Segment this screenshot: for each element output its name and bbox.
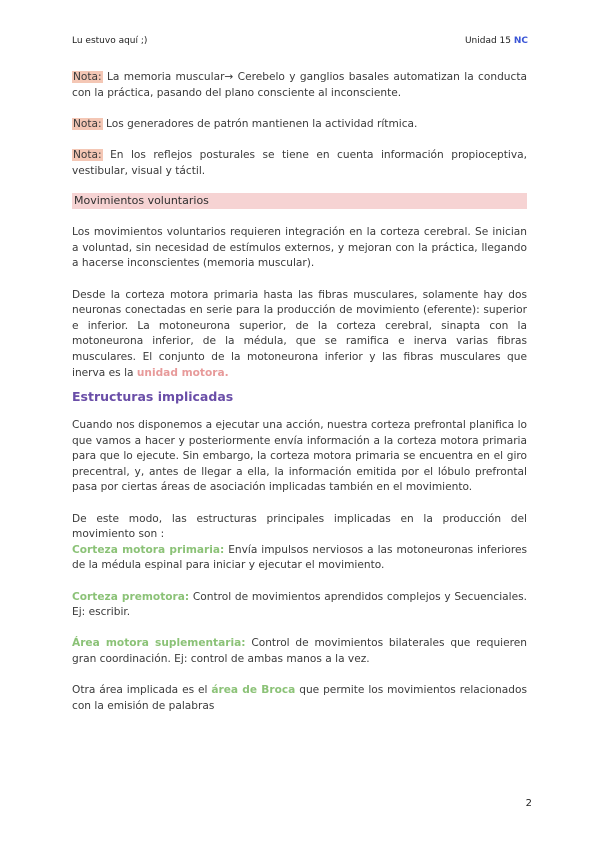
note-text: Los generadores de patrón mantienen la actividad rítmica.	[102, 117, 418, 130]
structure-term: Corteza motora primaria:	[72, 543, 225, 556]
note-label: Nota:	[73, 117, 102, 130]
note-label: Nota:	[73, 148, 102, 161]
header-unit: Unidad 15	[464, 36, 511, 46]
broca-paragraph	[72, 683, 527, 714]
structure-text: Envía impulsos nerviosos a las motoneuronas inferiores de la médula espinal para iniciar y ejecutar el movimiento.	[72, 543, 527, 572]
structure-text: Control de movimientos bilaterales que requieren gran coordinación. Ej: control de ambas manos a la vez.	[72, 637, 527, 665]
structure-item	[72, 543, 527, 574]
voluntary-text: Desde la corteza motora primaria hasta las fibras musculares, solamente hay dos neuronas conectadas en serie para la producción de movimiento (eferente): superior e inferior. La motoneurona superior, de la corteza cerebral, sinapta con la motoneurona inferior, de la médula, que se ramifica e inerva varias fibras musculares. El conjunto de la motoneurona inferior y las fibras musculares que inerva es la	[72, 288, 527, 379]
note-paragraph	[72, 148, 527, 179]
document-body	[72, 70, 527, 714]
note-paragraph	[72, 70, 527, 101]
note-label: Nota:	[73, 71, 102, 83]
structure-term: Corteza premotora:	[72, 590, 190, 603]
note-paragraph	[72, 117, 527, 133]
structure-item	[72, 590, 527, 621]
broca-post: que permite los movimientos relacionados con la emisión de palabras	[72, 684, 527, 712]
broca-pre: Otra área implicada es el	[72, 684, 212, 697]
subsection-heading: Estructuras implicadas	[72, 389, 234, 405]
header-tag: NC	[513, 36, 528, 46]
structure-text: Control de movimientos aprendidos complejos y Secuenciales. Ej: escribir.	[72, 590, 527, 619]
header-left: Lu estuvo aquí ;)	[72, 36, 148, 46]
motor-unit-term: unidad motora.	[136, 366, 229, 379]
structure-term: Área motora suplementaria:	[72, 637, 246, 650]
structures-paragraph: De este modo, las estructuras principales implicadas en la producción del movimiento son :	[72, 512, 527, 541]
structures-paragraph: Cuando nos disponemos a ejecutar una acción, nuestra corteza prefrontal planifica lo que vamos a hacer y posteriormente envía información a la corteza motora primaria para que lo ejecute. Sin embargo, la corteza motora primaria se encuentra en el giro precentral, y, antes de llegar a ella, la información emitida por el lóbulo prefrontal pasa por ciertas áreas de asociación implicadas también en el movimiento.	[72, 419, 527, 494]
section-title: Movimientos voluntarios	[72, 193, 527, 209]
voluntary-paragraph: Los movimientos voluntarios requieren integración en la corteza cerebral. Se inician a voluntad, sin necesidad de estímulos externos, y mejoran con la práctica, llegando a hacerse inconscientes (memoria muscular).	[72, 226, 527, 270]
broca-term: área de Broca	[211, 684, 296, 697]
page-number: 2	[525, 798, 532, 809]
note-text: La memoria muscular→ Cerebelo y ganglios basales automatizan la conducta con la práctica, pasando del plano consciente al inconsciente.	[72, 71, 527, 99]
structure-item	[72, 636, 527, 667]
voluntary-paragraph	[72, 288, 527, 382]
header-right	[465, 36, 528, 46]
note-text: En los reflejos posturales se tiene en cuenta información propioceptiva, vestibular, visual y táctil.	[72, 148, 527, 177]
